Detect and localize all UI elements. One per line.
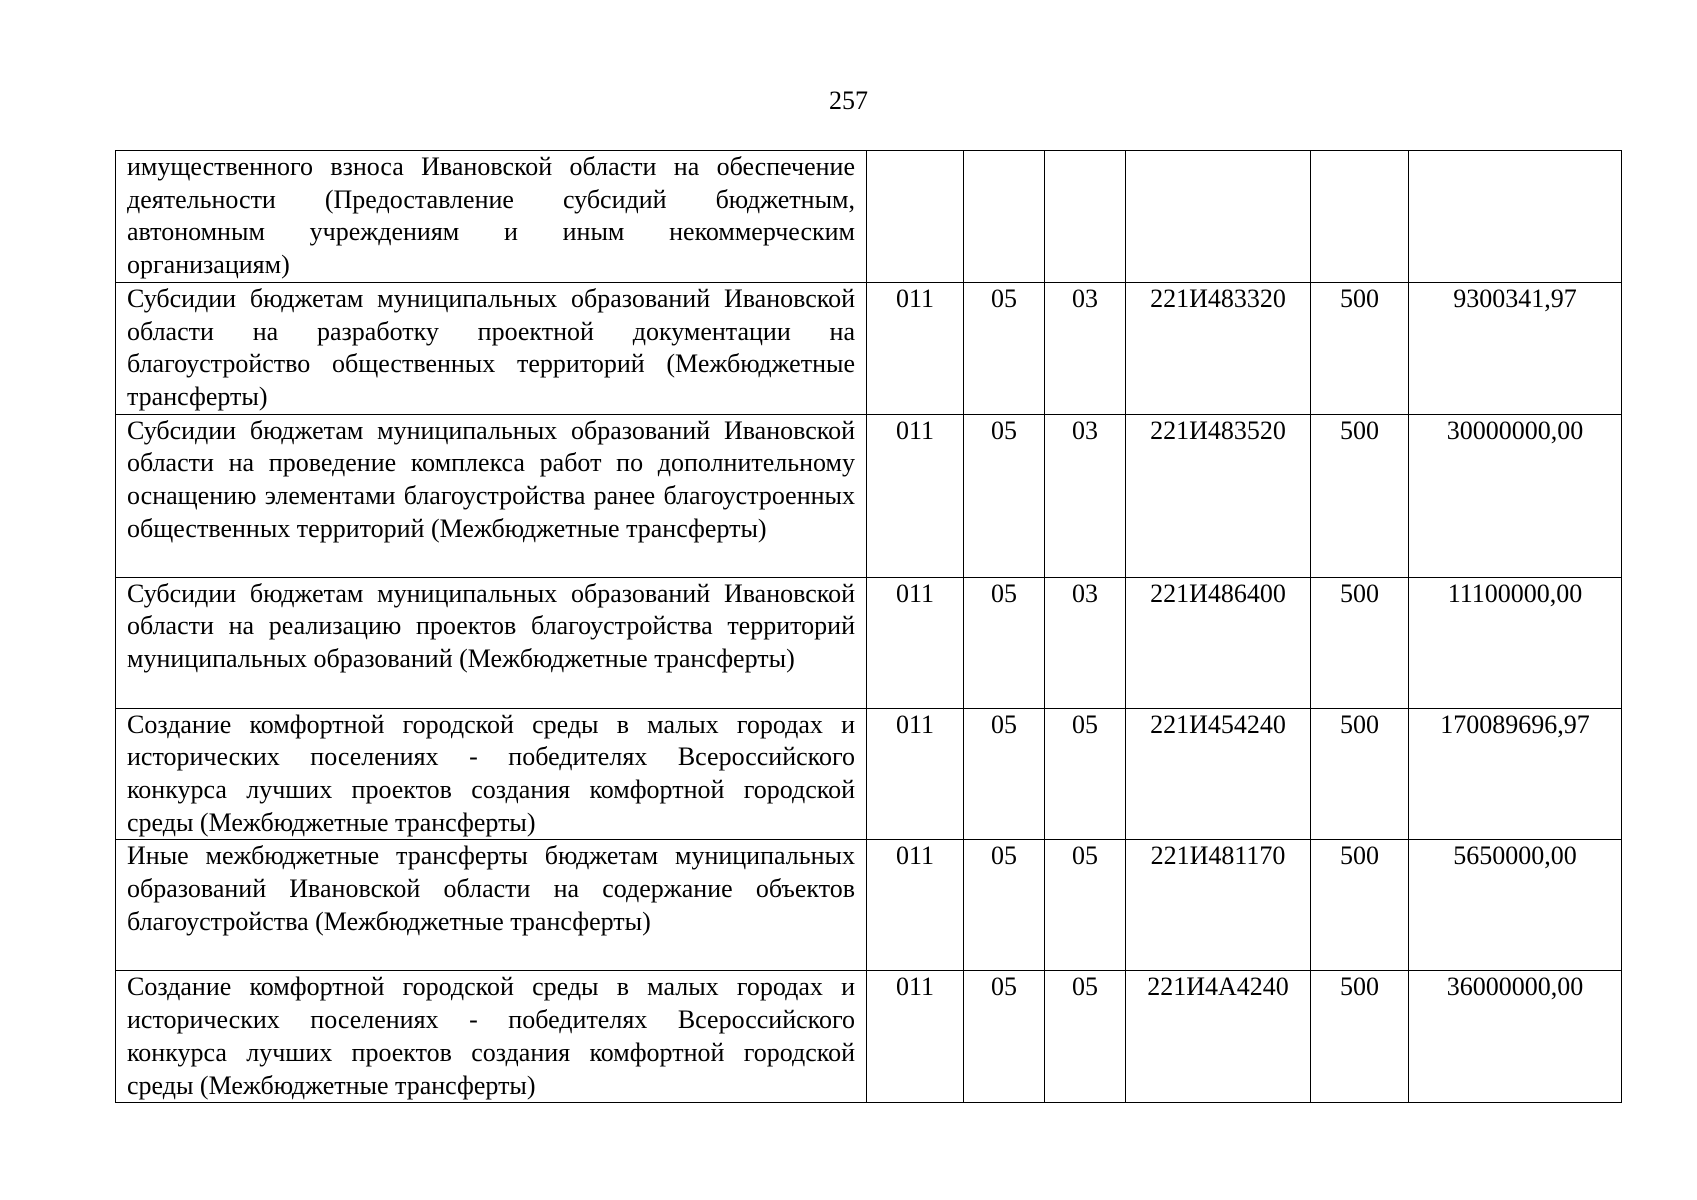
expense-type-code: 500 (1311, 577, 1409, 708)
row-description: Субсидии бюджетам муниципальных образований Ивановской области на реализацию проектов благоустройства территорий муниципальных образований (Межбюджетные трансферты) (116, 577, 867, 708)
table-row (116, 577, 1622, 708)
section-code: 05 (964, 971, 1045, 1103)
subsection-code (1045, 151, 1126, 283)
row-description: Субсидии бюджетам муниципальных образований Ивановской области на разработку проектной документации на благоустройство общественных территорий (Межбюджетные трансферты) (116, 282, 867, 414)
ministry-code: 011 (867, 414, 964, 577)
amount: 36000000,00 (1409, 971, 1622, 1103)
table-row (116, 708, 1622, 840)
ministry-code: 011 (867, 282, 964, 414)
table-row (116, 151, 1622, 283)
section-code: 05 (964, 708, 1045, 840)
section-code (964, 151, 1045, 283)
target-article-code: 221И483520 (1126, 414, 1311, 577)
table-row (116, 971, 1622, 1103)
subsection-code: 05 (1045, 840, 1126, 971)
subsection-code: 05 (1045, 971, 1126, 1103)
amount: 9300341,97 (1409, 282, 1622, 414)
subsection-code: 05 (1045, 708, 1126, 840)
row-description: Субсидии бюджетам муниципальных образований Ивановской области на проведение комплекса работ по дополнительному оснащению элементами благоустройства ранее благоустроенных общественных территорий (Межбюджетные трансферты) (116, 414, 867, 577)
row-description: имущественного взноса Ивановской области на обеспечение деятельности (Предоставление субсидий бюджетным, автономным учреждениям и иным некоммерческим организациям) (116, 151, 867, 283)
section-code: 05 (964, 577, 1045, 708)
amount: 5650000,00 (1409, 840, 1622, 971)
subsection-code: 03 (1045, 577, 1126, 708)
ministry-code: 011 (867, 840, 964, 971)
subsection-code: 03 (1045, 282, 1126, 414)
expense-type-code: 500 (1311, 414, 1409, 577)
expense-type-code: 500 (1311, 840, 1409, 971)
target-article-code: 221И454240 (1126, 708, 1311, 840)
table-row (116, 282, 1622, 414)
expense-type-code: 500 (1311, 971, 1409, 1103)
amount: 30000000,00 (1409, 414, 1622, 577)
target-article-code (1126, 151, 1311, 283)
target-article-code: 221И481170 (1126, 840, 1311, 971)
amount (1409, 151, 1622, 283)
budget-table (115, 150, 1622, 1103)
target-article-code: 221И4А4240 (1126, 971, 1311, 1103)
amount: 170089696,97 (1409, 708, 1622, 840)
expense-type-code: 500 (1311, 708, 1409, 840)
ministry-code: 011 (867, 708, 964, 840)
expense-type-code (1311, 151, 1409, 283)
table-row (116, 414, 1622, 577)
ministry-code: 011 (867, 971, 964, 1103)
target-article-code: 221И483320 (1126, 282, 1311, 414)
amount: 11100000,00 (1409, 577, 1622, 708)
subsection-code: 03 (1045, 414, 1126, 577)
section-code: 05 (964, 840, 1045, 971)
ministry-code (867, 151, 964, 283)
target-article-code: 221И486400 (1126, 577, 1311, 708)
ministry-code: 011 (867, 577, 964, 708)
row-description: Создание комфортной городской среды в малых городах и исторических поселениях - победителях Всероссийского конкурса лучших проектов создания комфортной городской среды (Межбюджетные трансферты) (116, 971, 867, 1103)
row-description: Иные межбюджетные трансферты бюджетам муниципальных образований Ивановской области на содержание объектов благоустройства (Межбюджетные трансферты) (116, 840, 867, 971)
table-row (116, 840, 1622, 971)
row-description: Создание комфортной городской среды в малых городах и исторических поселениях - победителях Всероссийского конкурса лучших проектов создания комфортной городской среды (Межбюджетные трансферты) (116, 708, 867, 840)
expense-type-code: 500 (1311, 282, 1409, 414)
section-code: 05 (964, 282, 1045, 414)
page-number: 257 (829, 86, 868, 115)
section-code: 05 (964, 414, 1045, 577)
